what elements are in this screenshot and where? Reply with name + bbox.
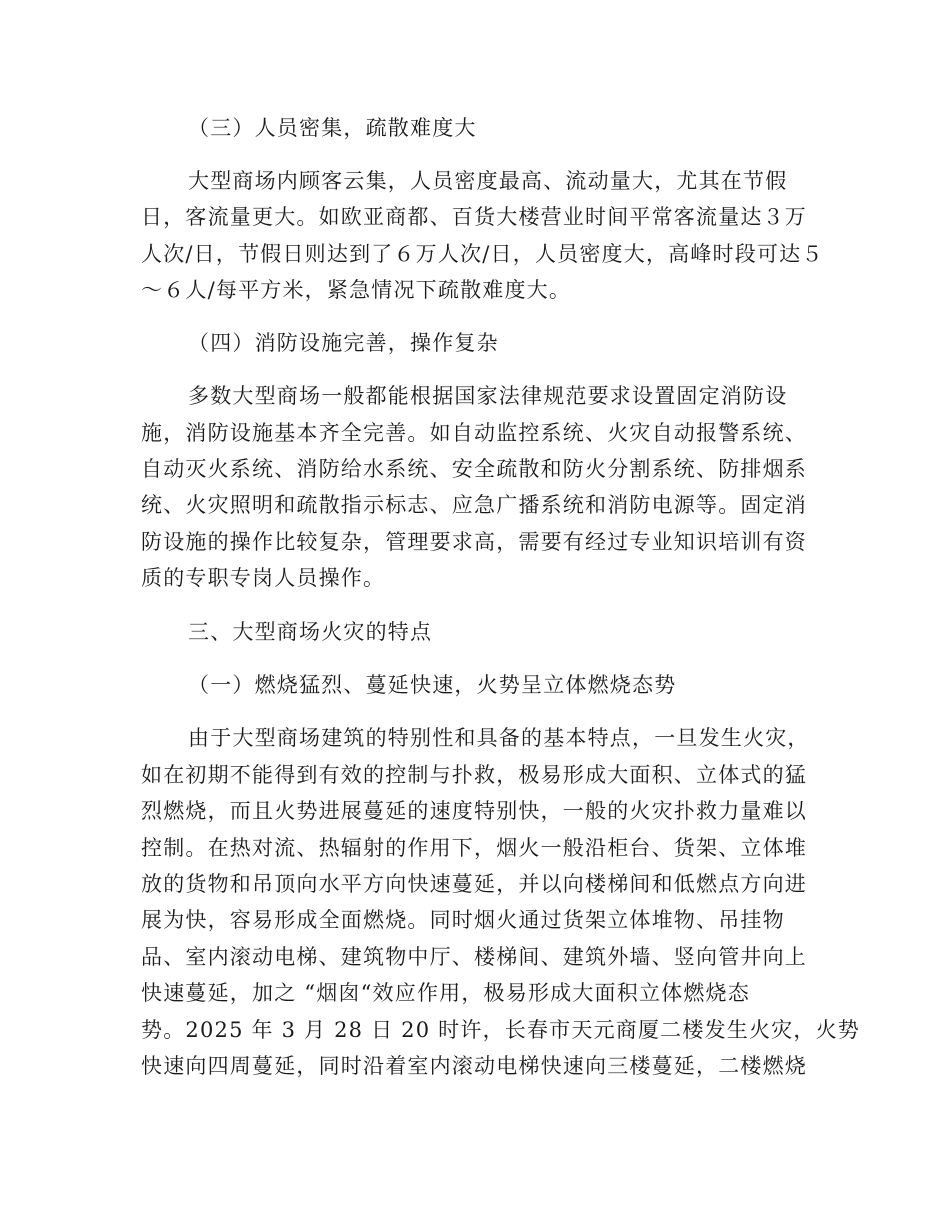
paragraph-line: 势。2025 年 3 月 28 日 20 时许，长春市天元商厦二楼发生火灾，火势 xyxy=(141,1018,860,1042)
paragraph-line: 日，客流量更大。如欧亚商都、百货大楼营业时间平常客流量达３万 xyxy=(141,205,807,229)
section-title-fire-characteristics: 三、大型商场火灾的特点 xyxy=(188,620,433,644)
paragraph-line: 烈燃烧，而且火势进展蔓延的速度特别快，一般的火灾扑救力量难以 xyxy=(141,799,807,823)
paragraph-line: 如在初期不能得到有效的控制与扑救，极易形成大面积、立体式的猛 xyxy=(141,763,807,787)
heading-intense-burning: （一）燃烧猛烈、蔓延快速，火势呈立体燃烧态势 xyxy=(188,673,677,697)
paragraph-line: 施，消防设施基本齐全完善。如自动监控系统、火灾自动报警系统、 xyxy=(141,421,807,445)
paragraph-line: 自动灭火系统、消防给水系统、安全疏散和防火分割系统、防排烟系 xyxy=(141,457,807,481)
paragraph-line: 多数大型商场一般都能根据国家法律规范要求设置固定消防设 xyxy=(188,384,788,408)
paragraph-line: 质的专职专岗人员操作。 xyxy=(141,566,386,590)
paragraph-line: 由于大型商场建筑的特别性和具备的基本特点，一旦发生火灾， xyxy=(188,726,810,750)
heading-crowded-evacuation: （三）人员密集，疏散难度大 xyxy=(188,116,477,140)
paragraph-line: 快速向四周蔓延，同时沿着室内滚动电梯快速向三楼蔓延，二楼燃烧 xyxy=(141,1054,807,1078)
paragraph-line: 品、室内滚动电梯、建筑物中厅、楼梯间、建筑外墙、竖向管井向上 xyxy=(141,945,807,969)
paragraph-line: 防设施的操作比较复杂，管理要求高，需要有经过专业知识培训有资 xyxy=(141,530,807,554)
heading-fire-facilities: （四）消防设施完善，操作复杂 xyxy=(188,331,499,355)
paragraph-line: 大型商场内顾客云集，人员密度最高、流动量大，尤其在节假 xyxy=(188,169,788,193)
paragraph-line: 展为快，容易形成全面燃烧。同时烟火通过货架立体堆物、吊挂物 xyxy=(141,908,785,932)
paragraph-line: 控制。在热对流、热辐射的作用下，烟火一般沿柜台、货架、立体堆 xyxy=(141,836,807,860)
paragraph-line: 人次/日，节假日则达到了６万人次/日，人员密度大，高峰时段可达５ xyxy=(141,242,824,266)
paragraph-line: ～６人/每平方米，紧急情况下疏散难度大。 xyxy=(141,278,572,302)
paragraph-line: 快速蔓延，加之 “烟囱“效应作用，极易形成大面积立体燃烧态 xyxy=(141,981,750,1005)
paragraph-line: 放的货物和吊顶向水平方向快速蔓延，并以向楼梯间和低燃点方向进 xyxy=(141,872,807,896)
paragraph-line: 统、火灾照明和疏散指示标志、应急广播系统和消防电源等。固定消 xyxy=(141,493,807,517)
